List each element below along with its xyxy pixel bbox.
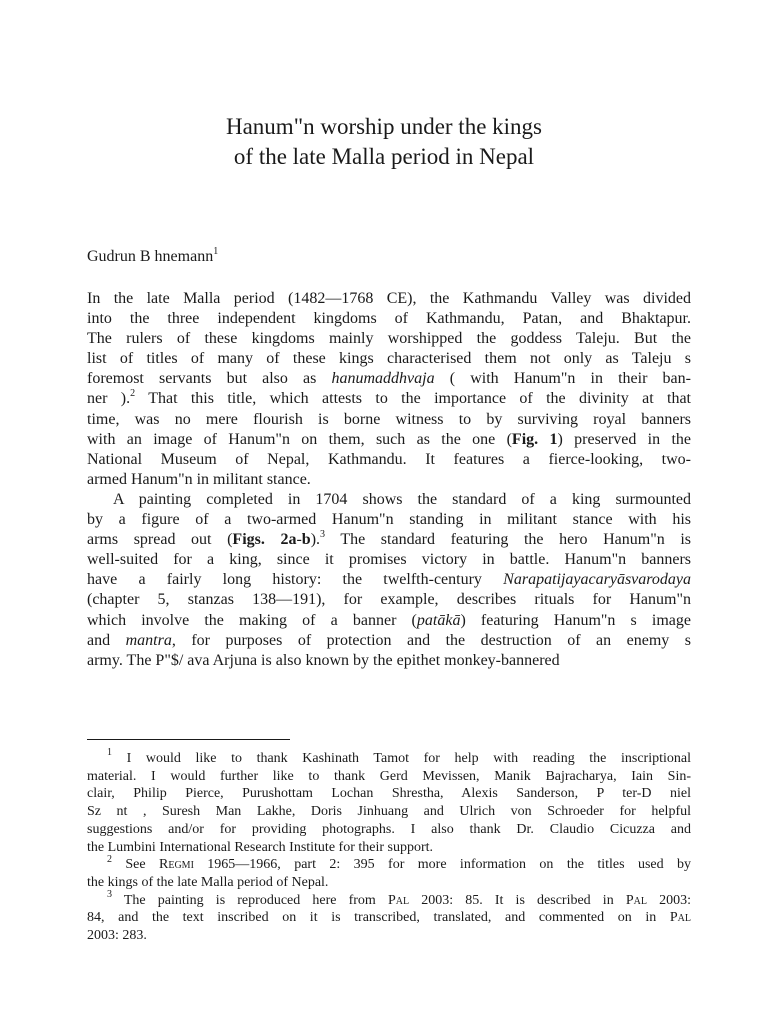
footnote-ref-1: 1 (213, 245, 219, 257)
footnote-1-line: clair, Philip Pierce, Purushottam Lochan Shrestha, Alexis Sanderson, P ter-D niel (87, 786, 691, 802)
body-line: arms spread out (Figs. 2a-b).$^3$ The standard featuring the hero Hanum"n is (87, 528, 691, 549)
figure-ref-2b: b (301, 531, 311, 549)
body-line: The rulers of these kingdoms mainly worshipped the goddess Taleju. But the (87, 330, 691, 348)
footnote-2-line: the kings of the late Malla period of Nepal. (87, 874, 329, 890)
figure-ref-1: Fig. 1 (511, 430, 558, 448)
body-line: by a figure of a two-armed Hanum"n standing in militant stance with his (87, 511, 691, 529)
footnote-3-line: 2003: 283. (87, 928, 147, 944)
body-line: with an image of Hanum"n on them, such as the one (Fig. 1) preserved in the (87, 430, 691, 448)
figure-ref-2a: Figs. 2a (232, 531, 297, 549)
footnote-mark-2: 2 (107, 853, 112, 865)
article-title (0, 112, 768, 172)
citation-regmi: Regmi (159, 857, 194, 873)
body-line: A painting completed in 1704 shows the standard of a king surmounted (113, 490, 691, 508)
body-line: and mantra, for purposes of protection and the destruction of an enemy s (87, 631, 691, 649)
author-name: Gudrun B hnemann$^1$ (87, 245, 219, 265)
term-narapatijayacaryasvarodaya: Narapatijayacaryāsvarodaya (503, 571, 691, 589)
footnote-1-line: $^1$ I would like to thank Kashinath Tamot for help with reading the inscriptional (107, 747, 691, 766)
footnote-ref-2: 2 (130, 388, 136, 400)
body-line: time, was no mere flourish is borne witness to by surviving royal banners (87, 410, 691, 428)
body-line: which involve the making of a banner (patākā) featuring Hanum"n s image (87, 611, 692, 629)
footnote-3-line: $^3$ The painting is reproduced here from Pal 2003: 85. It is described in Pal 2003: (107, 888, 691, 908)
citation-pal: Pal (669, 910, 691, 926)
body-line: (chapter 5, stanzas 138—191), for example, describes rituals for Hanum"n (87, 591, 691, 609)
footnote-mark-3: 3 (107, 888, 112, 900)
body-line: National Museum of Nepal, Kathmandu. It features a fierce-looking, two- (87, 450, 691, 468)
term-pataka: patākā (416, 611, 461, 629)
body-line: foremost servants but also as hanumaddhvaja ( with Hanum"n in their ban- (87, 370, 691, 388)
footnote-1-line: suggestions and/or for providing photographs. I also thank Dr. Claudio Cicuzza and (87, 821, 691, 837)
footnote-1-line: Sz nt , Suresh Man Lakhe, Doris Jinhuang and Ulrich von Schroeder for helpful (87, 804, 691, 820)
footnote-1-line: the Lumbini International Research Institute for their support. (87, 839, 434, 855)
footnote-ref-3: 3 (320, 528, 326, 540)
footnote-2-line: $^2$ See Regmi 1965—1966, part 2: 395 for more information on the titles used by (107, 853, 692, 873)
body-line: ner ).$^2$ That this title, which attests to the importance of the divinity at that (87, 388, 692, 408)
paragraph-2 (87, 490, 691, 671)
footnote-3-line: 84, and the text inscribed on it is transcribed, translated, and commented on in Pal (87, 910, 691, 926)
article-body (87, 289, 691, 671)
body-line: In the late Malla period (1482—1768 CE), the Kathmandu Valley was divided (87, 290, 691, 307)
citation-pal: Pal (625, 892, 647, 908)
footnote-separator (87, 739, 290, 740)
footnote-1-line: material. I would further like to thank Gerd Mevissen, Manik Bajracharya, Iain Sin- (87, 768, 691, 784)
citation-pal: Pal (387, 892, 410, 908)
term-mantra: mantra (125, 631, 172, 649)
body-line: armed Hanum"n in militant stance. (87, 470, 311, 488)
term-hanumaddhvaja: hanumaddhvaja (331, 370, 435, 388)
footnotes (87, 747, 692, 945)
title-line-1: Hanum"n worship under the kings (225, 114, 542, 139)
body-line: well-suited for a king, since it promises victory in battle. Hanum"n banners (87, 551, 691, 569)
body-line: into the three independent kingdoms of Kathmandu, Patan, and Bhaktapur. (87, 310, 691, 328)
footnote-mark-1: 1 (107, 747, 112, 759)
body-line: have a fairly long history: the twelfth-century Narapatijayacaryāsvarodaya (87, 571, 691, 589)
body-line: list of titles of many of these kings characterised them not only as Taleju s (87, 350, 691, 368)
paragraph-1 (87, 289, 691, 490)
title-line-2: of the late Malla period in Nepal (233, 144, 535, 169)
body-line: army. The P"$/ ava Arjuna is also known by the epithet monkey-bannered (87, 651, 560, 669)
